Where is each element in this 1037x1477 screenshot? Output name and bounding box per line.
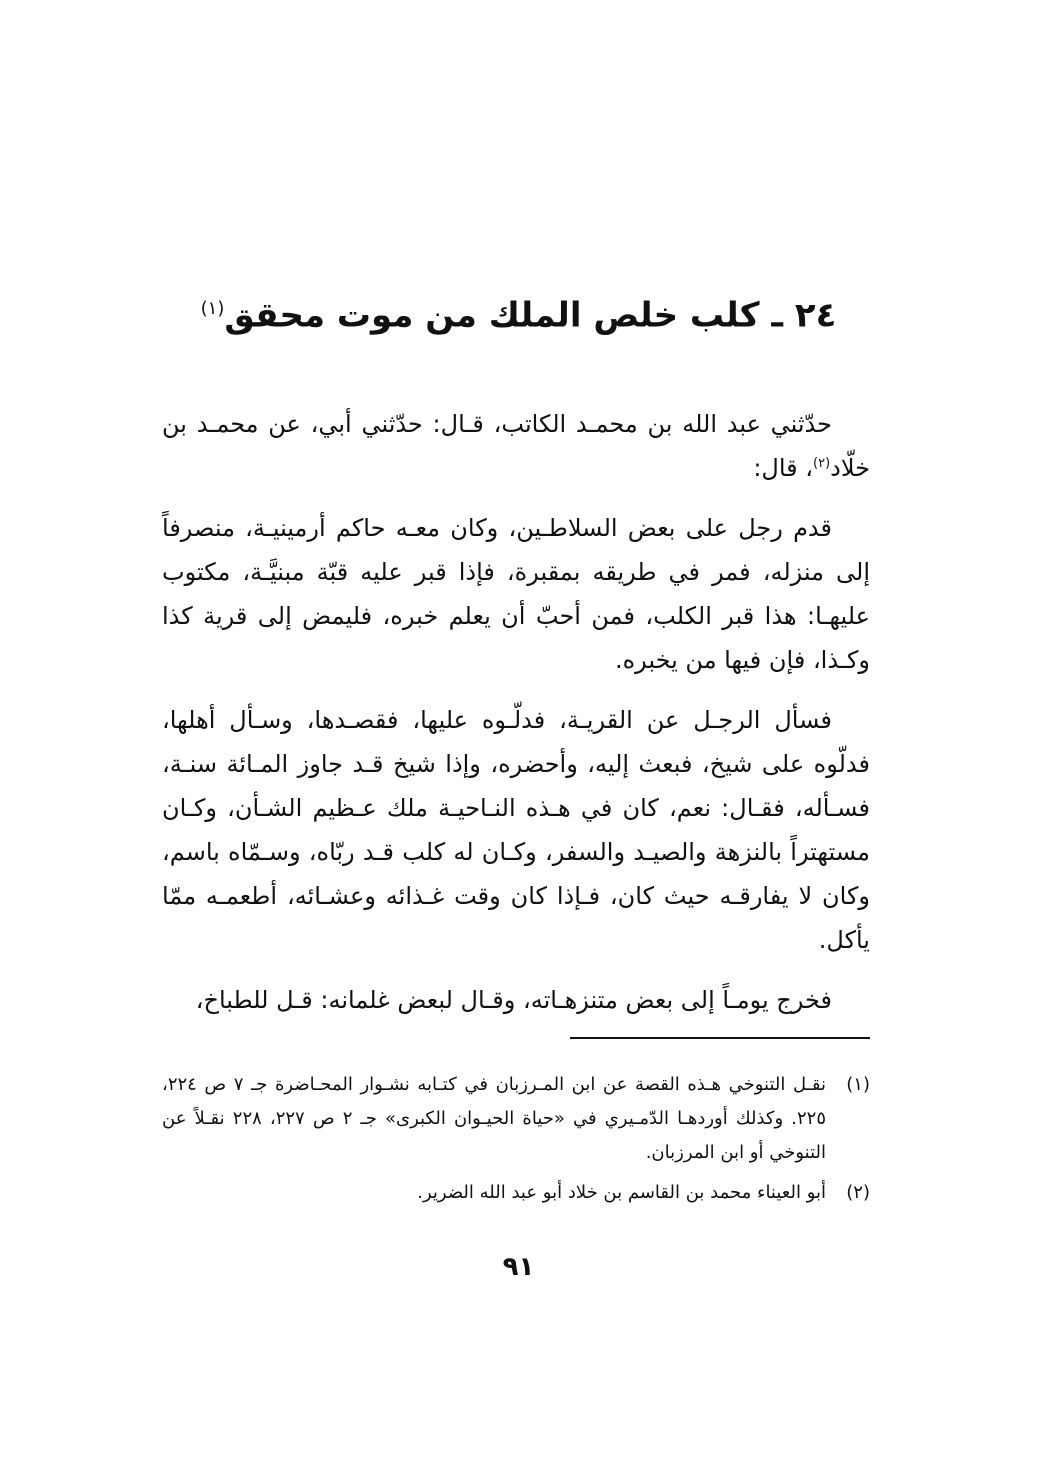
paragraph-1 (162, 402, 870, 490)
main-text (162, 402, 870, 1038)
footnote-2 (162, 1176, 870, 1210)
paragraph-3: فسأل الرجـل عن القريـة، فدلّـوه عليها، فقصـدها، وسـأل أهلها، فدلّوه على شيخ، فبعث إليه، وأحضره، وإذا شيخ قـد جاوز المـائة سنـة، فسـأله، فقـال: نعم، كان في هـذه النـاحيـة ملك عـظيم الشـأن، وكـان مستهتراً بالنزهة والصيـد والسفر، وكـان له كلب قـد ربّاه، وسـمّاه باسم، وكان لا يفارقـه حيث كان، فـإذا كان وقت غـذائه وعشـائه، أطعمـه ممّا يأكل. (162, 706, 870, 954)
footnotes (162, 1068, 870, 1216)
paragraph-2: قدم رجل على بعض السلاطـين، وكان معـه حاكم أرمينيـة، منصرفاً إلى منزله، فمر في طريقه بمقبرة، فإذا قبر عليه قبّة مبنيَّـة، مكتوب عليهـا: هذا قبر الكلب، فمن أحبّ أن يعلم خبره، فليمض إلى قرية كذا وكـذا، فإن فيها من يخبره. (162, 514, 870, 674)
footnote-separator (570, 1037, 870, 1039)
footnote-1 (162, 1068, 870, 1170)
footnote-1-number: (١) (846, 1074, 870, 1095)
paragraph-1-text: حدّثني عبد الله بن محمـد الكاتب، قـال: حدّثني أبي، عن محمـد بن خلّاد (162, 410, 870, 482)
paragraph-1-footnote-ref: (٢) (813, 456, 831, 471)
chapter-title-text: ٢٤ ـ كلب خلص الملك من موت محقق (224, 295, 837, 336)
footnote-1-text: نقـل التنوخي هـذه القصة عن ابن المـرزبان في كتـابه نشـوار المحـاضرة جـ ٧ ص ٢٢٤، ٢٢٥. وكذلك أوردهـا الدّمـيري في «حياة الحيـوان الكبرى» جـ ٢ ص ٢٢٧، ٢٢٨ نقـلاً عن التنوخي أو ابن المرزبان. (162, 1074, 827, 1163)
page-number: ٩١ (502, 1252, 535, 1282)
footnote-2-number: (٢) (846, 1182, 870, 1203)
paragraph-4: فخرج يومـاً إلى بعض متنزهـاته، وقـال لبعض غلمانه: قـل للطباخ، (195, 986, 832, 1014)
title-footnote-ref: (١) (200, 297, 225, 319)
paragraph-1-text-end: ، قال: (753, 454, 814, 482)
chapter-title (150, 281, 887, 343)
footnote-2-text: أبو العيناء محمد بن القاسم بن خلاد أبو عبد الله الضرير. (417, 1182, 826, 1203)
